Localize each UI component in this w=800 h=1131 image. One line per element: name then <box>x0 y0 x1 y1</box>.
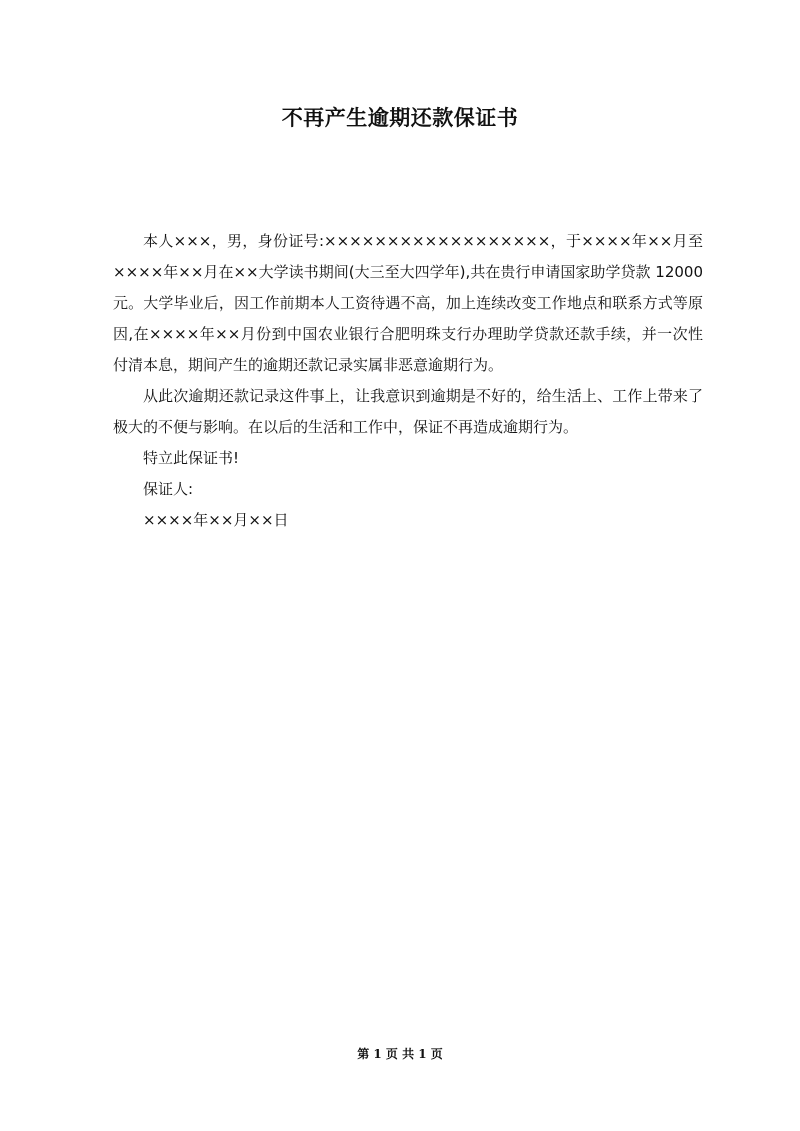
date-line: ××××年××月××日 <box>143 511 289 529</box>
paragraph-statement: 本人×××，男，身份证号:××××××××××××××××××，于××××年××月至××××年××月在××大学读书期间(大三至大四学年),共在贵行申请国家助学贷款 12000 元。大学毕业后，因工作前期本人工资待遇不高，加上连续改变工作地点和联系方式等原因,在××××年××月份到中国农业银行合肥明珠支行办理助学贷款还款手续，并一次性付清本息，期间产生的逾期还款记录实属非恶意逾期行为。 <box>113 232 703 374</box>
guarantor-label: 保证人: <box>143 480 194 498</box>
document-body <box>113 226 703 536</box>
paragraph-commitment: 从此次逾期还款记录这件事上，让我意识到逾期是不好的，给生活上、工作上带来了极大的不便与影响。在以后的生活和工作中，保证不再造成逾期行为。 <box>113 387 703 436</box>
page-number-footer: 第 1 页 共 1 页 <box>357 1047 443 1061</box>
closing-line: 特立此保证书! <box>143 449 240 467</box>
document-title: 不再产生逾期还款保证书 <box>281 106 519 130</box>
